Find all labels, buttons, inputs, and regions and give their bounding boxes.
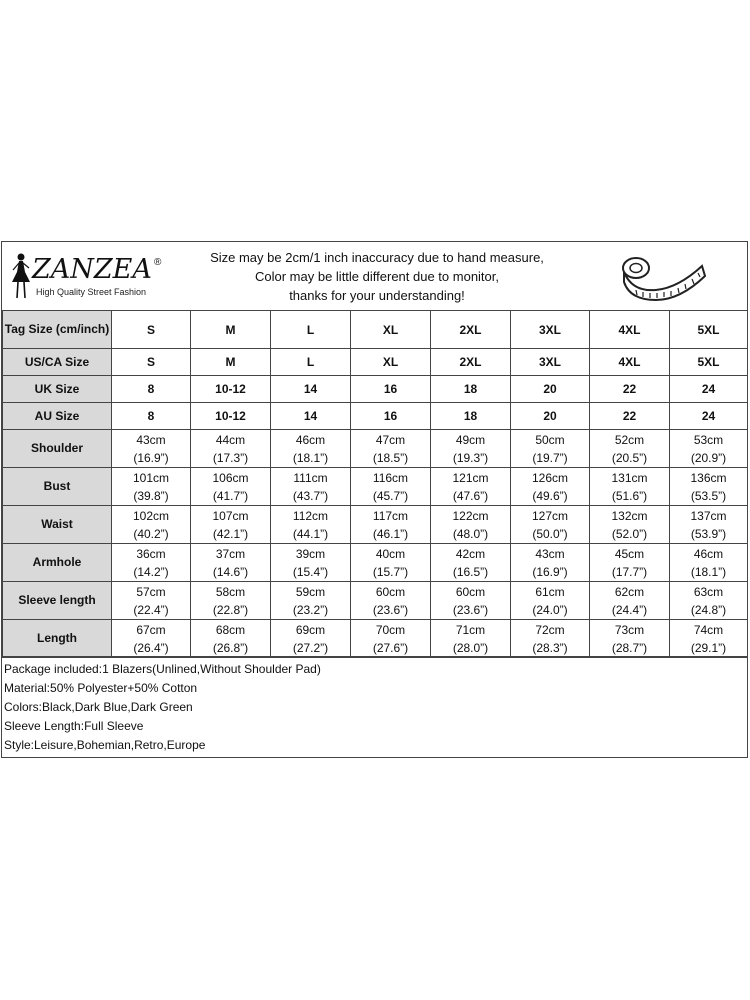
value-inch: (41.7”)	[212, 488, 249, 503]
value-inch: (50.0”)	[532, 526, 568, 541]
value-inch: (43.7”)	[292, 488, 329, 503]
measurement-cell	[351, 620, 431, 658]
value-inch: (26.8”)	[212, 640, 249, 655]
fashion-figure-icon	[10, 252, 32, 302]
value-cm: 53cm	[693, 432, 724, 447]
value-inch: (40.2”)	[133, 526, 169, 541]
size-cell: M	[191, 349, 271, 376]
row-measurement	[3, 430, 748, 468]
measurement-cell	[511, 582, 590, 620]
row-label: AU Size	[3, 403, 112, 430]
measurement-cell	[191, 582, 271, 620]
value-inch: (49.6”)	[532, 488, 568, 503]
measurement-cell	[431, 620, 511, 658]
value-inch: (51.6”)	[611, 488, 648, 503]
value-inch: (28.0”)	[452, 640, 489, 655]
measurement-cell	[112, 544, 191, 582]
measurement-cell	[351, 544, 431, 582]
size-cell: 3XL	[511, 349, 590, 376]
row-au-size	[3, 403, 748, 430]
value-cm: 106cm	[212, 470, 249, 485]
value-inch: (42.1”)	[212, 526, 249, 541]
measurement-cell	[351, 582, 431, 620]
brand-logo	[8, 248, 168, 304]
value-cm: 117cm	[372, 508, 409, 523]
row-label: Sleeve length	[3, 582, 112, 620]
size-cell: XL	[351, 311, 431, 349]
measurement-cell	[670, 506, 748, 544]
measurement-cell	[590, 582, 670, 620]
value-cm: 60cm	[375, 584, 406, 599]
value-cm: 69cm	[295, 622, 326, 637]
size-cell: 8	[112, 403, 191, 430]
measuring-tape-icon	[616, 246, 708, 306]
measurement-cell	[431, 544, 511, 582]
measurement-notice	[172, 248, 582, 305]
row-label: Bust	[3, 468, 112, 506]
measurement-cell	[511, 468, 590, 506]
value-inch: (22.8”)	[212, 602, 249, 617]
value-inch: (48.0”)	[452, 526, 489, 541]
value-inch: (18.5”)	[372, 450, 409, 465]
row-label: UK Size	[3, 376, 112, 403]
size-cell: 5XL	[670, 311, 748, 349]
value-inch: (46.1”)	[372, 526, 409, 541]
row-label: Armhole	[3, 544, 112, 582]
value-inch: (24.8”)	[690, 602, 727, 617]
value-cm: 60cm	[455, 584, 486, 599]
value-cm: 43cm	[136, 432, 166, 447]
size-cell: 18	[431, 403, 511, 430]
measurement-cell	[431, 430, 511, 468]
detail-style: Style:Leisure,Bohemian,Retro,Europe	[4, 738, 206, 752]
value-cm: 107cm	[212, 508, 249, 523]
value-inch: (26.4”)	[133, 640, 169, 655]
measurement-cell	[271, 430, 351, 468]
size-table	[2, 310, 748, 658]
value-cm: 52cm	[614, 432, 645, 447]
value-inch: (14.2”)	[133, 564, 169, 579]
brand-name: ZANZEA	[32, 254, 152, 285]
row-label: Tag Size (cm/inch)	[3, 311, 112, 349]
value-inch: (15.7”)	[372, 564, 409, 579]
measurement-cell	[590, 506, 670, 544]
measurement-cell	[590, 544, 670, 582]
value-cm: 46cm	[295, 432, 326, 447]
size-cell: 16	[351, 376, 431, 403]
measurement-cell	[670, 468, 748, 506]
row-measurement	[3, 582, 748, 620]
value-cm: 36cm	[136, 546, 166, 561]
value-cm: 70cm	[375, 622, 406, 637]
measurement-cell	[511, 620, 590, 658]
size-cell: 22	[590, 403, 670, 430]
value-inch: (16.5”)	[452, 564, 489, 579]
measurement-cell	[511, 430, 590, 468]
value-cm: 63cm	[693, 584, 724, 599]
detail-sleeve-length: Sleeve Length:Full Sleeve	[4, 719, 144, 733]
measurement-cell	[191, 506, 271, 544]
value-cm: 136cm	[690, 470, 727, 485]
size-cell: XL	[351, 349, 431, 376]
value-inch: (24.0”)	[532, 602, 568, 617]
size-cell: 4XL	[590, 311, 670, 349]
size-cell: S	[112, 349, 191, 376]
value-cm: 111cm	[293, 470, 328, 485]
value-inch: (23.2”)	[292, 602, 329, 617]
value-inch: (28.3”)	[532, 640, 568, 655]
row-label: Length	[3, 620, 112, 658]
notice-line: thanks for your understanding!	[289, 288, 465, 303]
row-label: US/CA Size	[3, 349, 112, 376]
value-cm: 112cm	[292, 508, 329, 523]
measurement-cell	[271, 620, 351, 658]
measurement-cell	[191, 430, 271, 468]
size-cell: 20	[511, 376, 590, 403]
measurement-cell	[351, 506, 431, 544]
value-cm: 102cm	[132, 508, 170, 523]
measurement-cell	[271, 468, 351, 506]
value-cm: 58cm	[215, 584, 246, 599]
measurement-cell	[431, 582, 511, 620]
value-cm: 71cm	[455, 622, 486, 637]
row-uk-size	[3, 376, 748, 403]
value-cm: 74cm	[693, 622, 724, 637]
value-inch: (45.7”)	[372, 488, 409, 503]
measurement-cell	[271, 506, 351, 544]
value-cm: 137cm	[690, 508, 727, 523]
size-cell: 8	[112, 376, 191, 403]
row-measurement	[3, 620, 748, 658]
brand-tagline: High Quality Street Fashion	[36, 287, 147, 297]
value-inch: (47.6”)	[452, 488, 489, 503]
value-inch: (44.1”)	[292, 526, 329, 541]
value-inch: (17.3”)	[212, 450, 249, 465]
value-inch: (52.0”)	[611, 526, 648, 541]
size-cell: M	[191, 311, 271, 349]
size-cell: 3XL	[511, 311, 590, 349]
value-inch: (17.7”)	[611, 564, 648, 579]
measurement-cell	[191, 468, 271, 506]
size-cell: 10-12	[191, 403, 271, 430]
measurement-cell	[590, 430, 670, 468]
measurement-cell	[112, 582, 191, 620]
value-cm: 43cm	[535, 546, 565, 561]
value-inch: (23.6”)	[372, 602, 409, 617]
value-cm: 42cm	[455, 546, 486, 561]
size-cell: 2XL	[431, 349, 511, 376]
value-inch: (18.1”)	[690, 564, 727, 579]
value-cm: 50cm	[535, 432, 565, 447]
value-inch: (22.4”)	[133, 602, 169, 617]
value-cm: 67cm	[136, 622, 166, 637]
size-cell: 10-12	[191, 376, 271, 403]
value-cm: 72cm	[535, 622, 565, 637]
measurement-cell	[271, 582, 351, 620]
value-inch: (24.4”)	[611, 602, 648, 617]
value-cm: 116cm	[372, 470, 409, 485]
chart-header	[2, 242, 747, 311]
value-cm: 126cm	[531, 470, 569, 485]
value-inch: (16.9”)	[532, 564, 568, 579]
value-inch: (29.1”)	[690, 640, 727, 655]
measurement-cell	[670, 544, 748, 582]
value-cm: 68cm	[215, 622, 246, 637]
measurement-cell	[112, 620, 191, 658]
notice-line: Color may be little different due to monitor,	[255, 269, 499, 284]
value-inch: (20.5”)	[611, 450, 648, 465]
size-cell: 24	[670, 403, 748, 430]
size-cell: L	[271, 311, 351, 349]
value-cm: 62cm	[614, 584, 645, 599]
size-cell: 14	[271, 403, 351, 430]
value-inch: (16.9”)	[133, 450, 169, 465]
size-cell: 5XL	[670, 349, 748, 376]
product-details	[2, 656, 747, 755]
detail-material: Material:50% Polyester+50% Cotton	[4, 681, 198, 695]
value-inch: (39.8”)	[133, 488, 169, 503]
row-label: Shoulder	[3, 430, 112, 468]
measurement-cell	[511, 544, 590, 582]
size-cell: S	[112, 311, 191, 349]
value-cm: 45cm	[614, 546, 645, 561]
measurement-cell	[112, 506, 191, 544]
size-cell: 4XL	[590, 349, 670, 376]
size-cell: 2XL	[431, 311, 511, 349]
value-cm: 46cm	[693, 546, 724, 561]
value-cm: 39cm	[295, 546, 326, 561]
value-inch: (27.2”)	[292, 640, 329, 655]
measurement-cell	[271, 544, 351, 582]
value-cm: 127cm	[531, 508, 569, 523]
measurement-cell	[670, 582, 748, 620]
value-inch: (19.3”)	[452, 450, 489, 465]
measurement-cell	[590, 620, 670, 658]
measurement-cell	[431, 468, 511, 506]
value-inch: (28.7”)	[611, 640, 648, 655]
value-inch: (20.9”)	[690, 450, 727, 465]
registered-mark: ®	[154, 257, 162, 268]
row-measurement	[3, 506, 748, 544]
value-cm: 47cm	[375, 432, 406, 447]
measurement-cell	[351, 468, 431, 506]
value-cm: 73cm	[614, 622, 645, 637]
measurement-cell	[670, 430, 748, 468]
measurement-cell	[511, 506, 590, 544]
size-cell: 14	[271, 376, 351, 403]
size-cell: 24	[670, 376, 748, 403]
measurement-cell	[670, 620, 748, 658]
value-cm: 57cm	[136, 584, 166, 599]
measurement-cell	[191, 620, 271, 658]
size-cell: 18	[431, 376, 511, 403]
value-inch: (27.6”)	[372, 640, 409, 655]
value-cm: 40cm	[375, 546, 406, 561]
value-cm: 44cm	[215, 432, 246, 447]
value-cm: 122cm	[452, 508, 489, 523]
size-cell: 16	[351, 403, 431, 430]
measurement-cell	[351, 430, 431, 468]
notice-line: Size may be 2cm/1 inch inaccuracy due to hand measure,	[210, 250, 544, 265]
value-inch: (19.7”)	[532, 450, 568, 465]
measurement-cell	[112, 468, 191, 506]
value-cm: 132cm	[611, 508, 648, 523]
value-cm: 121cm	[452, 470, 489, 485]
row-label: Waist	[3, 506, 112, 544]
size-cell: 22	[590, 376, 670, 403]
measurement-cell	[191, 544, 271, 582]
value-cm: 49cm	[455, 432, 486, 447]
value-inch: (15.4”)	[292, 564, 329, 579]
row-tag-size	[3, 311, 748, 349]
measurement-cell	[431, 506, 511, 544]
value-inch: (18.1”)	[292, 450, 329, 465]
value-cm: 131cm	[611, 470, 648, 485]
measurement-cell	[590, 468, 670, 506]
size-cell: 20	[511, 403, 590, 430]
value-cm: 59cm	[295, 584, 326, 599]
value-inch: (53.5”)	[690, 488, 727, 503]
value-cm: 37cm	[215, 546, 246, 561]
value-inch: (23.6”)	[452, 602, 489, 617]
value-cm: 101cm	[132, 470, 170, 485]
row-measurement	[3, 544, 748, 582]
size-chart	[1, 241, 748, 758]
value-cm: 61cm	[535, 584, 565, 599]
measurement-cell	[112, 430, 191, 468]
row-measurement	[3, 468, 748, 506]
detail-colors: Colors:Black,Dark Blue,Dark Green	[4, 700, 193, 714]
size-cell: L	[271, 349, 351, 376]
value-inch: (14.6”)	[212, 564, 249, 579]
row-us-size	[3, 349, 748, 376]
detail-package: Package included:1 Blazers(Unlined,Without Shoulder Pad)	[4, 662, 321, 676]
value-inch: (53.9”)	[690, 526, 727, 541]
